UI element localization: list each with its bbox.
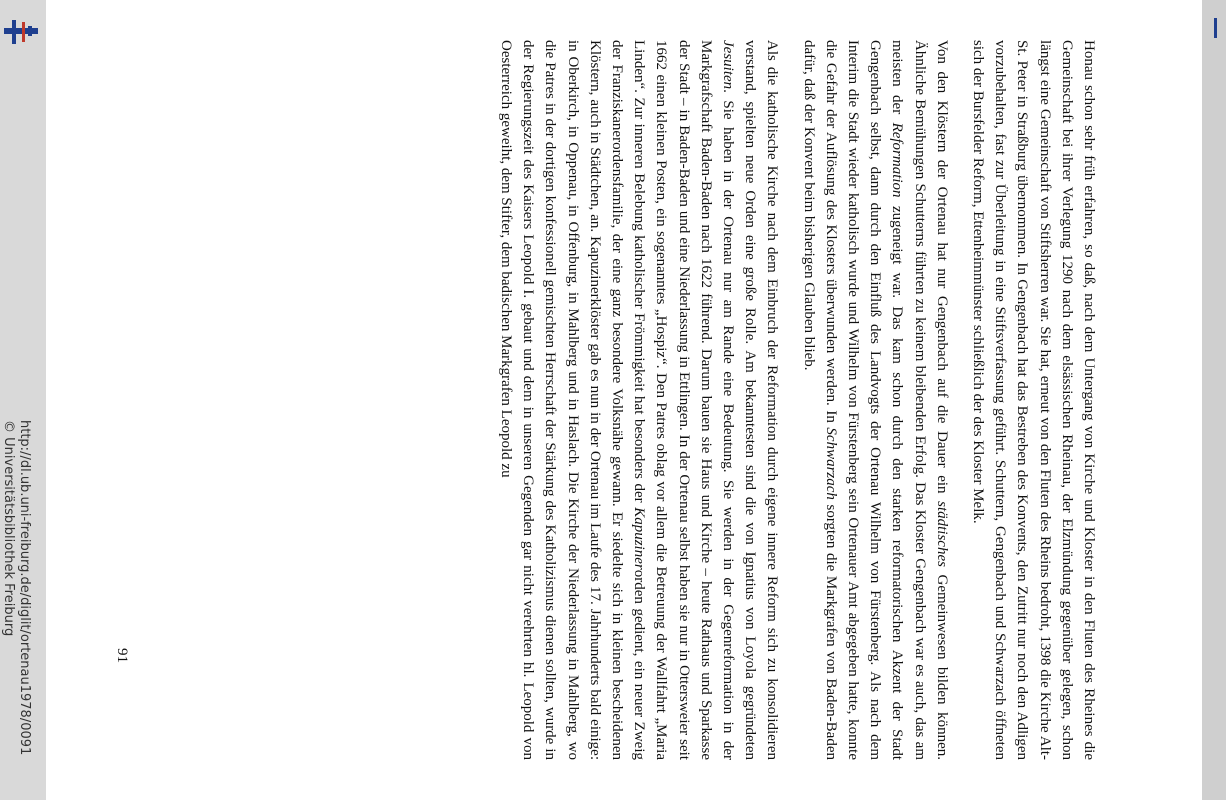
text-run: Gemeinwesen bilden können. Ähnliche Bemühungen Schutterns führten zu keinem bleibenden Erfolg. Das Kloster Gengenbach war es auch, das am meisten der (889, 40, 950, 760)
text-run: . Sie haben in der Ortenau nur am Rande eine Bedeutung. Sie werden in der Gegenreformation in der Markgrafschaft Baden-Baden nach 1622 führend. Darum bauen sie Haus und Kirche – heute Rathaus und Sparkasse der Stadt – in Baden-Baden und eine Niederlassung in Ettlingen. In der Ortenau selbst haben sie nur in Ottersweier seit 1662 einen kleinen Posten, ein sogenanntes „Hospiz“. Den Patres oblag vor allem die Betreuung der Wallfahrt „Maria Linden“. Zur inneren Belebung katholischer Frömmigkeit hat besonders der (631, 40, 736, 760)
text-run: Als die katholische Kirche nach dem Einbruch der Reformation durch eigene innere Reform sich zu konsolidieren verstand, spielten neue Orden eine große Rolle. Am bekanntesten sind die von Ignatius von Loyola gegründeten (742, 40, 781, 760)
italic-text: Jesuiten (719, 40, 736, 90)
paragraph (797, 40, 952, 760)
page-marker-icon (1212, 18, 1220, 38)
right-scan-margin (1202, 0, 1226, 800)
source-url: http://dl.ub.uni-freiburg.de/diglit/ortenau1978/0091 (17, 420, 32, 756)
source-note (0, 420, 32, 800)
body-text (481, 40, 1100, 760)
page-number: 91 (114, 648, 130, 663)
paragraph (967, 40, 1100, 760)
library-logo-icon (4, 20, 38, 44)
italic-text: Kapuziner (631, 507, 648, 570)
italic-text: Schwarzach (822, 427, 839, 500)
text-run: sorgten die Markgrafen von Baden-Baden dafür, daß der Konvent beim bisherigen Glauben blieb. (800, 40, 839, 760)
paragraph (495, 40, 784, 760)
text-run: zugeneigt war. Das kam schon durch den starken reformatorischen Akzent der Stadt Gengenbach selbst, dann durch den Einfluß des Landvogts der Ortenau Wilhelm von Fürstenberg. Als nach dem Interim die Stadt wieder katholisch wurde und Wilhelm von Fürstenberg sein Ortenauer Amt abgegeben hatte, konnte die Gefahr der Auflösung des Klosters überwunden werden. In (822, 40, 906, 760)
text-run: Honau schon sehr früh erfahren, so daß, nach dem Untergang von Kirche und Kloster in den Fluten des Rheines die Gemeinschaft bei ihrer Verlegung 1290 nach dem elsässischen Rheinau, der Elzmündung gegenüber gelegen, schon längst eine Gemeinschaft von Stiftsherren war. Sie hat, erneut von den Fluten des Rheins bedroht, 1398 die Kirche Alt-St. Peter in Straßburg übernommen. In Gengenbach hat das Bestreben des Konvents, den Zutritt nur noch den Adligen vorzubehalten, fast zur Überleitung in eine Stiftsverfassung geführt. Schuttern, Gengenbach und Schwarzach öffneten sich der Bursfelder Reform, Ettenheimmünster schließlich der des Kloster Melk. (969, 40, 1097, 760)
text-run: Von den Klöstern der Ortenau hat nur Gengenbach auf die Dauer ein (933, 40, 950, 502)
copyright-notice: © Universitätsbibliothek Freiburg (1, 420, 16, 637)
italic-text: städtisches (933, 501, 950, 567)
text-run: orden gedient, ein neuer Zweig der Franziskanerordensfamilie, der eine ganz besondere Volksnähe gewann. Er siedelte sich in kleinen bescheidenen Klöstern, auch in Städtchen, an. Kapuzinerklöster gab es nun in der Ortenau im Laufe des 17. Jahrhunderts bald einige: in Oberkirch, in Oppenau, in Offenburg, in Mahlberg und in Haslach. Die Kirche der Niederlassung in Mahlberg, wo die Patres in der dortigen konfessionell gemischten Herrschaft der Stärkung des Katholizismus dienen sollten, wurde in der Regierungszeit des Kaisers Leopold I. gebaut und dem in unseren Gegenden gar nicht verehrten hl. Leopold von Oesterreich geweiht, dem Stifter, dem badischen Markgrafen Leopold zu (497, 40, 648, 761)
italic-text: Reformation (889, 122, 906, 198)
